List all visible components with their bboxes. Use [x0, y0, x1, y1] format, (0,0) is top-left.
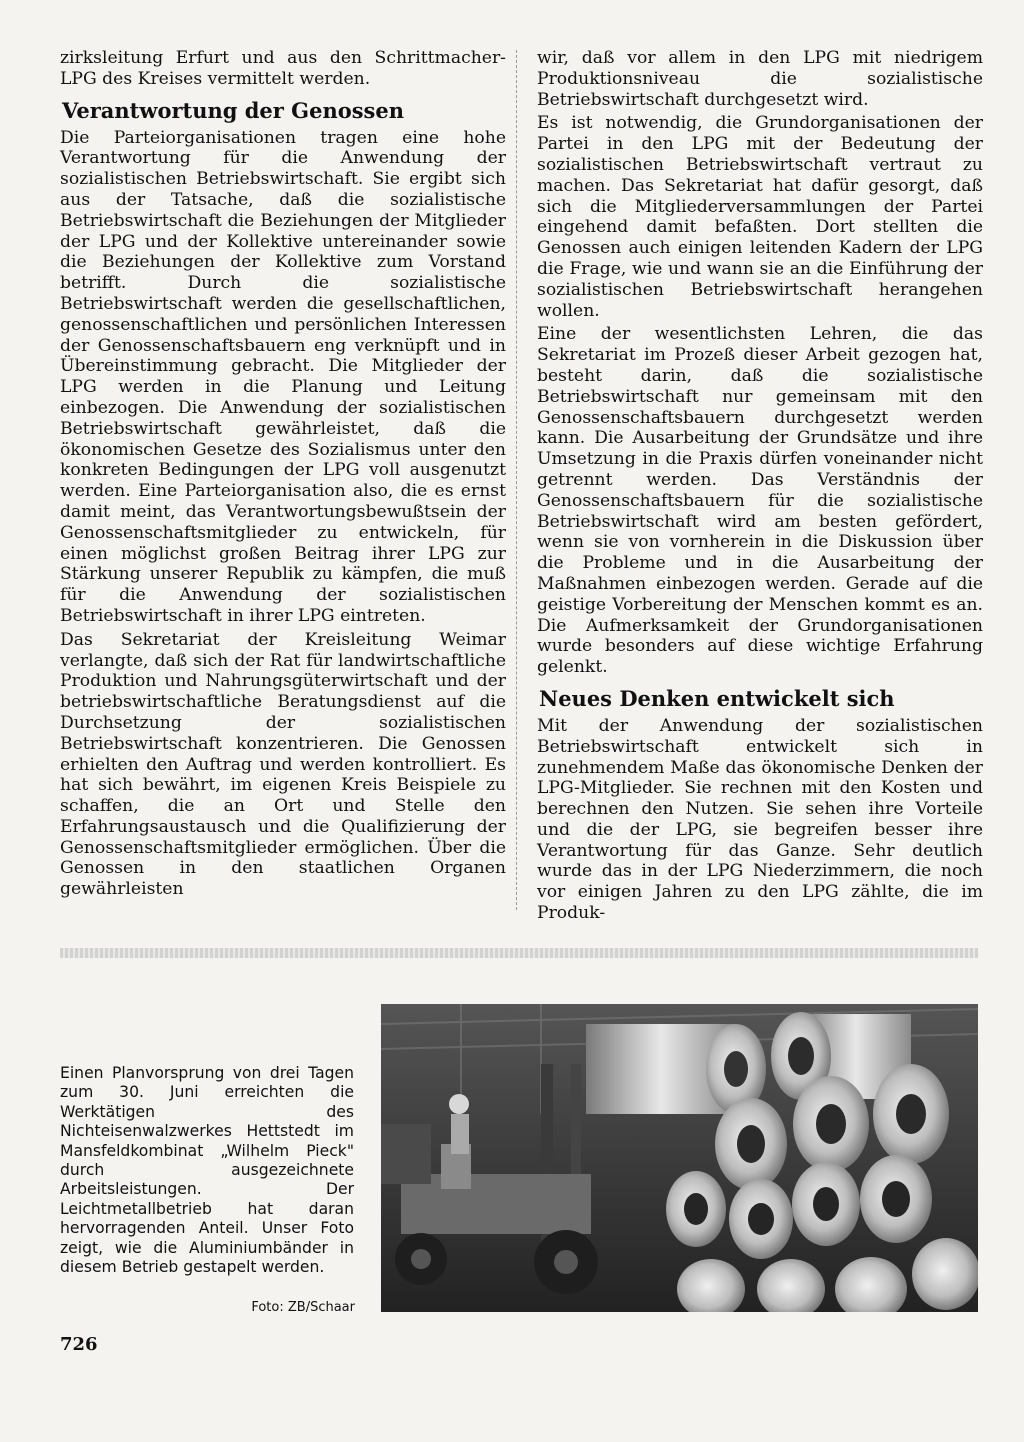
photo-aluminum-coils — [381, 1004, 978, 1312]
right-intro-paragraph: wir, daß vor allem in den LPG mit niedrigem Produktionsniveau die sozialistische Betriebswirtschaft durchgesetzt wird. — [537, 48, 983, 110]
left-paragraph-1: Die Parteiorganisationen tragen eine hohe Verantwortung für die Anwendung der sozialistischen Betriebswirtschaft. Sie ergibt sich aus der Tatsache, daß die sozialistische Betriebswirtschaft die Beziehungen der Mitglieder der LPG und der Kollektive untereinander sowie die Beziehungen der Kollektive zum Vorstand betrifft. Durch die sozialistische Betriebswirtschaft werden die gesellschaftlichen, genossenschaftlichen und persönlichen Interessen der Genossenschaftsbauern eng verknüpft und in Übereinstimmung gebracht. Die Mitglieder der LPG werden in die Planung und Leitung einbezogen. Die Anwendung der sozialistischen Betriebswirtschaft gewährleistet, daß die ökonomischen Gesetze des Sozialismus unter den konkreten Bedingungen der LPG voll ausgenutzt werden. Eine Parteiorganisation also, die es ernst damit meint, das Verantwortungsbewußtsein der Genossenschaftsmitglieder zu entwickeln, für einen möglichst großen Beitrag ihrer LPG zur Stärkung unserer Republik zu kämpfen, die muß für die Anwendung der sozialistischen Betriebswirtschaft in ihrer LPG eintreten. — [60, 127, 506, 626]
left-column — [60, 48, 506, 903]
left-paragraph-2: Das Sekretariat der Kreisleitung Weimar verlangte, daß sich der Rat für landwirtschaftliche Produktion und Nahrungsgüterwirtschaft und der betriebswirtschaftliche Beratungsdienst auf die Durchsetzung der sozialistischen Betriebswirtschaft konzentrieren. Die Genossen erhielten den Auftrag und werden kontrolliert. Es hat sich bewährt, im eigenen Kreis Beispiele zu schaffen, die an Ort und Stelle den Erfahrungsaustausch und die Qualifizierung der Genossenschaftsmitglieder ermöglichen. Über die Genossen in den staatlichen Organen gewährleisten — [60, 629, 506, 900]
right-paragraph-3: Mit der Anwendung der sozialistischen Betriebswirtschaft entwickelt sich in zunehmendem Maße das ökonomische Denken der LPG-Mitglieder. Sie rechnen mit den Kosten und berechnen den Nutzen. Sie sehen ihre Vorteile und die der LPG, sie begreifen besser ihre Verantwortung für das Ganze. Sehr deutlich wurde das in der LPG Niederzimmern, die noch vor einigen Jahren zu den LPG zählte, die im Produk- — [537, 715, 983, 924]
right-column — [537, 48, 983, 927]
right-paragraph-1: Es ist notwendig, die Grundorganisationen der Partei in den LPG mit der Bedeutung der sozialistischen Betriebswirtschaft vertraut zu machen. Das Sekretariat hat dafür gesorgt, daß sich die Mitgliederversammlungen der Partei eingehend damit befaßten. Dort stellten die Genossen auch einigen leitenden Kadern der LPG die Frage, wie und wann sie an die Einführung der sozialistischen Betriebswirtschaft herangehen wollen. — [537, 113, 983, 321]
page-number: 726 — [60, 1334, 98, 1355]
photo-credit: Foto: ZB/Schaar — [251, 1300, 355, 1315]
right-paragraph-2: Eine der wesentlichsten Lehren, die das Sekretariat im Prozeß dieser Arbeit gezogen hat, besteht darin, daß die sozialistische Betriebswirtschaft nur gemeinsam mit den Genossenschaftsbauern durchgesetzt werden kann. Die Ausarbeitung der Grundsätze und ihre Umsetzung in die Praxis dürfen voneinander nicht getrennt werden. Das Verständnis der Genossenschaftsbauern für die sozialistische Betriebswirtschaft wird am besten gefördert, wenn sie von vornherein in die Diskussion über die Probleme und in die Ausarbeitung der Maßnahmen einbezogen werden. Gerade auf die geistige Vorbereitung der Menschen kommt es an. Die Aufmerksamkeit der Grundorganisationen wurde besonders auf diese wichtige Erfahrung gelenkt. — [537, 324, 983, 678]
horizontal-rule — [60, 948, 978, 958]
section-heading-neues-denken: Neues Denken entwickelt sich — [539, 685, 895, 711]
section-heading-verantwortung: Verantwortung der Genossen — [62, 97, 405, 123]
left-intro-paragraph: zirksleitung Erfurt und aus den Schrittmacher-LPG des Kreises vermittelt werden. — [60, 48, 506, 89]
aluminum-coils-photo-illustration — [381, 1004, 978, 1312]
column-divider — [516, 50, 518, 910]
photo-caption: Einen Planvorsprung von drei Tagen zum 30. Juni erreichten die Werktätigen des Nichteisenwalzwerkes Hettstedt im Mansfeldkombinat „Wilhelm Pieck" durch ausgezeichnete Arbeitsleistungen. Der Leichtmetallbetrieb hat daran hervorragenden Anteil. Unser Foto zeigt, wie die Aluminiumbänder in diesem Betrieb gestapelt werden. — [60, 1064, 354, 1277]
